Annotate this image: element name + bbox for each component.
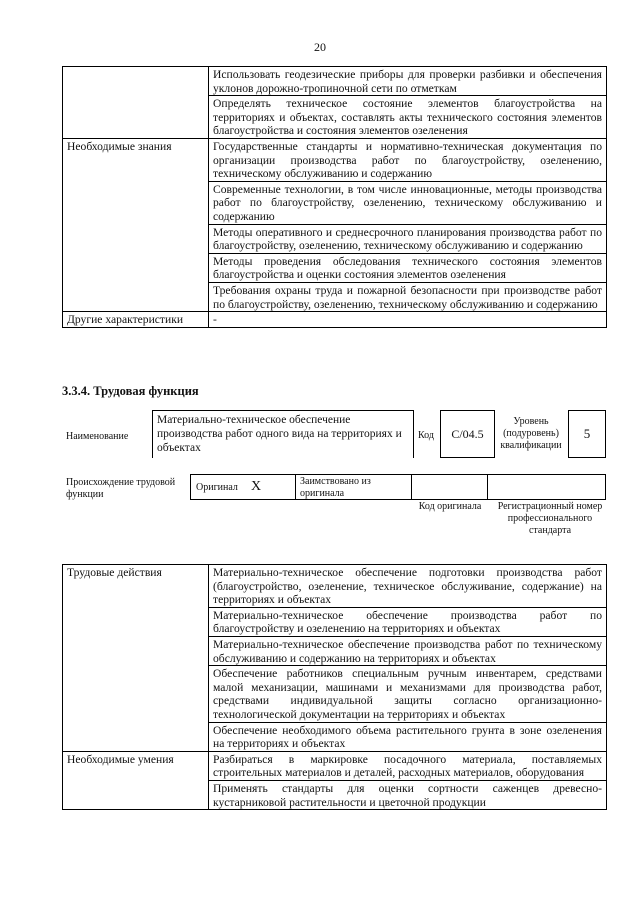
- table-row: [63, 138, 607, 181]
- level-value-box: 5: [568, 410, 606, 458]
- borrowed-box: Заимствовано из оригинала: [296, 474, 412, 500]
- skills-knowledge-table: [62, 66, 607, 328]
- row-label: Другие характеристики: [63, 312, 209, 328]
- actions-skills-table: [62, 564, 607, 810]
- name-label: Наименование: [66, 431, 129, 442]
- original-label: Оригинал: [196, 482, 238, 493]
- code-value-box: C/04.5: [440, 410, 495, 458]
- level-label: Уровень (подуровень) квалификации: [500, 416, 562, 451]
- table-cell: Методы оперативного и среднесрочного планирования производства работ по благоустройству, озеленению, техническому обслуживанию и содержанию: [209, 224, 607, 253]
- table-cell: Материально-техническое обеспечение производства работ по благоустройству и озеленению на территориях и объектах: [209, 607, 607, 636]
- table-cell: Государственные стандарты и нормативно-техническая документация по организации производства работ по благоустройству, озеленению, техническому обслуживанию и содержанию: [209, 138, 607, 181]
- table-cell: Обеспечение необходимого объема растительного грунта в зоне озеленения на территориях и объектах: [209, 722, 607, 751]
- page-number: 20: [314, 40, 326, 54]
- code-original-label: Код оригинала: [418, 501, 482, 512]
- reg-number-label: Регистрационный номер профессионального стандарта: [497, 501, 603, 536]
- row-label: [63, 67, 209, 139]
- reg-number-box: [488, 474, 606, 500]
- table-cell: Обеспечение работников специальным ручным инвентарем, средствами малой механизации, машинами и механизмами для производства работ, средствами индивидуальной защиты согласно организационно-технологической документации на территориях и объектах: [209, 666, 607, 722]
- function-name-box: Материально-техническое обеспечение производства работ одного вида на территориях и объектах: [152, 410, 414, 458]
- original-box: [190, 474, 296, 500]
- row-label: Трудовые действия: [63, 565, 209, 752]
- table-cell: Использовать геодезические приборы для проверки разбивки и обеспечения уклонов дорожно-тропиночной сети по отметкам: [209, 67, 607, 96]
- original-mark: X: [251, 479, 262, 494]
- table-row: [63, 67, 607, 96]
- row-label: Необходимые знания: [63, 138, 209, 311]
- table-cell: Определять техническое состояние элементов благоустройства на территориях и объектах, составлять акты технического состояния элементов благоустройства и состояния элементов озеленения: [209, 96, 607, 139]
- code-label: Код: [418, 430, 434, 441]
- table-cell: Применять стандарты для оценки сортности саженцев древесно-кустарниковой растительности и цветочной продукции: [209, 780, 607, 809]
- code-original-box: [412, 474, 488, 500]
- table-cell: Материально-техническое обеспечение подготовки производства работ (благоустройство, озеленение, техническое обслуживание, содержание) на территориях и объектах: [209, 565, 607, 608]
- origin-label: Происхождение трудовой функции: [66, 477, 176, 500]
- table-row: [63, 565, 607, 608]
- table-row: [63, 312, 607, 328]
- table-cell: Методы проведения обследования технического состояния элементов благоустройства и оценки состояния элементов озеленения: [209, 253, 607, 282]
- table-cell: Материально-техническое обеспечение производства работ по техническому обслуживанию и содержанию на территориях и объектах: [209, 636, 607, 665]
- table-cell: -: [209, 312, 607, 328]
- table-cell: Современные технологии, в том числе инновационные, методы производства работ по благоустройству, озеленению, техническому обслуживанию и содержанию: [209, 181, 607, 224]
- table-row: [63, 751, 607, 780]
- row-label: Необходимые умения: [63, 751, 209, 809]
- table-cell: Разбираться в маркировке посадочного материала, поставляемых строительных материалов и деталей, расходных материалов, оборудования: [209, 751, 607, 780]
- table-cell: Требования охраны труда и пожарной безопасности при производстве работ по благоустройству, озеленению, техническому обслуживанию и содержанию: [209, 282, 607, 311]
- section-heading: 3.3.4. Трудовая функция: [62, 384, 199, 398]
